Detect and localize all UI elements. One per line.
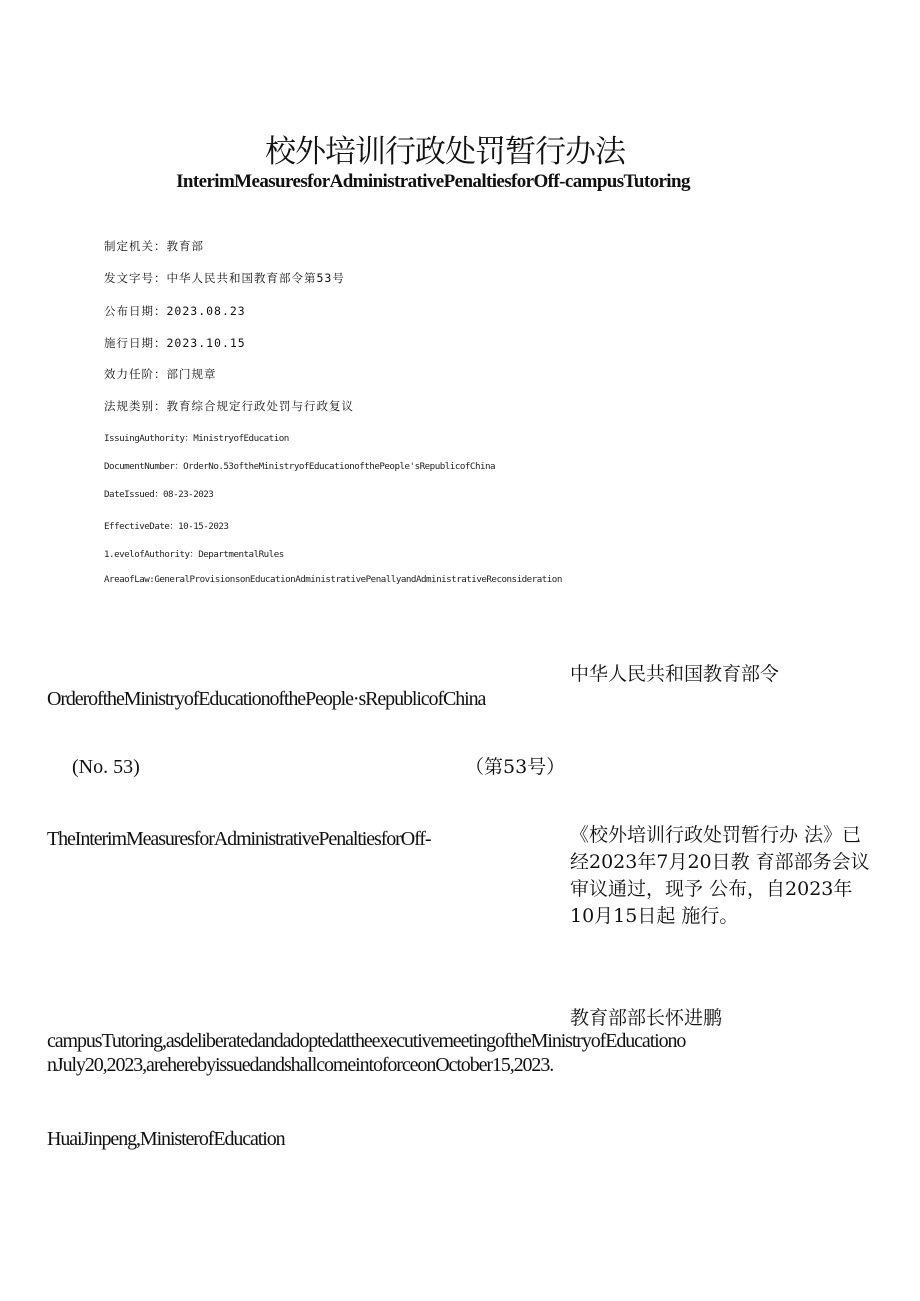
meta-area-of-law-cn: 法规类别：教育综合规定行政处罚与行政复议	[104, 399, 354, 413]
meta-document-number-cn: 发文字号：中华人民共和国教育部令第53号	[104, 271, 345, 285]
signature-cn: 教育部部长怀进鹏	[570, 1007, 723, 1029]
meta-document-number-en: DocumentNumber：OrderNo.53oftheMinistryofEducationofthePeople'sRepublicofChina	[104, 461, 496, 472]
body-paragraph-cn: 《校外培训行政处罚暂行办 法》已经2023年7月20日教 育部部务会议审议通过，现予 公布，自2023年10月15日起 施行。	[570, 824, 870, 927]
meta-date-issued-en: DateIssued：08-23-2023	[104, 489, 214, 500]
body-text-en-line2: campusTutoring,asdeliberatedandadoptedattheexecutivemeetingoftheMinistryofEducationo	[47, 1030, 686, 1052]
meta-issuing-authority-en: IssuingAuthority：MinistryofEducation	[104, 433, 289, 444]
meta-level-of-authority-en: 1.evelofAuthority：DepartmentalRules	[104, 549, 284, 560]
meta-area-of-law-en: AreaofLaw:GeneralProvisionsonEducationAdministrativePenallyandAdministrativeReconsideration	[104, 574, 562, 585]
document-title-cn: 校外培训行政处罚暂行办法	[265, 134, 625, 170]
order-number-cn: （第53号）	[465, 756, 566, 778]
order-heading-cn: 中华人民共和国教育部令	[570, 663, 780, 685]
document-title-en: InterimMeasuresforAdministrativePenaltiesforOff-campusTutoring	[176, 171, 690, 192]
meta-effective-date-en: EffectiveDate：10-15-2023	[104, 521, 229, 532]
order-heading-en: OrderoftheMinistryofEducationofthePeople·sRepublicofChina	[47, 688, 486, 710]
order-number-en: (No. 53)	[72, 756, 140, 778]
meta-level-of-authority-cn: 效力任阶：部门规章	[104, 367, 217, 381]
meta-issuing-authority-cn: 制定机关：教育部	[104, 239, 204, 253]
signature-en: HuaiJinpeng,MinisterofEducation	[47, 1128, 285, 1150]
body-text-en-line1: TheInterimMeasuresforAdministrativePenaltiesforOff-	[47, 828, 431, 850]
body-text-en-line3: nJuly20,2023,areherebyissuedandshallcomeintoforceonOctober15,2023.	[47, 1054, 554, 1076]
meta-date-issued-cn: 公布日期：2023.08.23	[104, 304, 246, 318]
meta-effective-date-cn: 施行日期：2023.10.15	[104, 336, 246, 350]
